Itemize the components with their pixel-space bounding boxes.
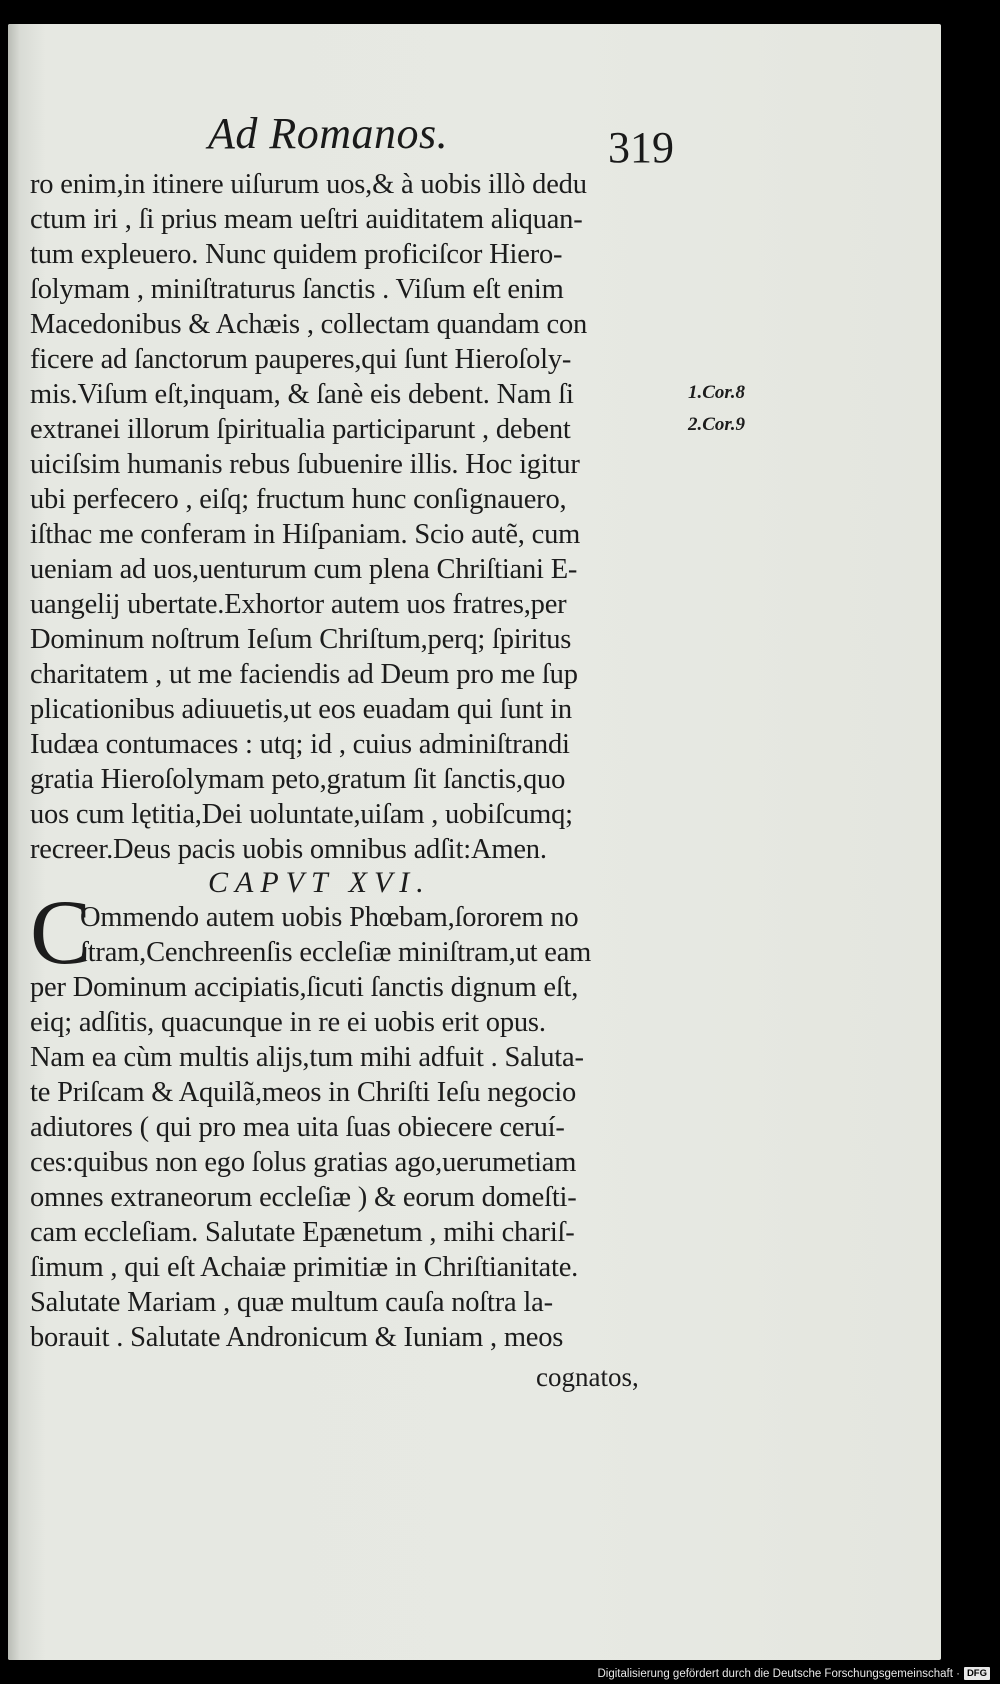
- text-line: Nam ea cùm multis alijs,tum mihi adfuit . Saluta-: [30, 1042, 584, 1073]
- text-line: mis.Viſum eſt,inquam, & ſanè eis debent. Nam ſi: [30, 379, 574, 410]
- text-line: ſtram,Cenchreenſis eccleſiæ miniſtram,ut eam: [80, 937, 592, 968]
- text-line: iſthac me conferam in Hiſpaniam. Scio autẽ, cum: [30, 519, 581, 550]
- text-line: charitatem , ut me faciendis ad Deum pro me ſup: [30, 659, 578, 690]
- footer-credit: [598, 1667, 991, 1680]
- text-line: ueniam ad uos,uenturum cum plena Chriſtiani E-: [30, 554, 578, 585]
- running-title: Ad Romanos.: [208, 109, 449, 158]
- text-line: Ommendo autem uobis Phœbam,ſororem no: [80, 902, 579, 933]
- text-line: Dominum noſtrum Ieſum Chriſtum,perq; ſpiritus: [30, 624, 572, 655]
- catchword: cognatos,: [536, 1362, 639, 1392]
- text-line: eiq; adſitis, quacunque in re ei uobis erit opus.: [30, 1007, 546, 1038]
- marginal-note: 1.Cor.8: [688, 382, 746, 403]
- text-line: gratia Hieroſolymam peto,gratum ſit ſanctis,quo: [30, 764, 566, 795]
- text-line: ro enim,in itinere uiſurum uos,& à uobis illò dedu: [30, 169, 587, 200]
- drop-capital: C: [30, 881, 92, 983]
- text-line: Macedonibus & Achæis , collectam quandam con: [30, 309, 588, 340]
- chapter-heading: CAPVT XVI.: [208, 866, 431, 899]
- text-line: ctum iri , ſi prius meam ueſtri auiditatem aliquan-: [30, 204, 583, 235]
- text-line: ubi perfecero , eiſq; fructum hunc conſignauero,: [30, 484, 567, 515]
- text-line: uiciſsim humanis rebus ſubuenire illis. Hoc igitur: [30, 449, 580, 480]
- marginal-note: 2.Cor.9: [688, 414, 746, 435]
- text-line: extranei illorum ſpiritualia participarunt , debent: [30, 414, 571, 445]
- text-line: cam eccleſiam. Salutate Epænetum , mihi chariſ-: [30, 1217, 575, 1248]
- text-line: Iudæa contumaces : utq; id , cuius adminiſtrandi: [30, 729, 570, 760]
- text-line: plicationibus adiuuetis,ut eos euadam qui ſunt in: [30, 694, 572, 725]
- book-page: [8, 24, 941, 1660]
- text-line: ficere ad ſanctorum pauperes,qui ſunt Hieroſoly-: [30, 344, 572, 375]
- text-line: recreer.Deus pacis uobis omnibus adſit:Amen.: [30, 834, 547, 865]
- text-line: uangelij ubertate.Exhortor autem uos fratres,per: [30, 589, 567, 620]
- dfg-logo-icon: DFG: [964, 1667, 990, 1680]
- footer-text: Digitalisierung gefördert durch die Deutsche Forschungsgemeinschaft ·: [597, 1667, 960, 1680]
- text-line: uos cum lętitia,Dei uoluntate,uiſam , uobiſcumq;: [30, 799, 573, 830]
- text-line: ces:quibus non ego ſolus gratias ago,uerumetiam: [30, 1147, 577, 1178]
- text-line: te Priſcam & Aquilã,meos in Chriſti Ieſu negocio: [30, 1077, 577, 1108]
- text-line: omnes extraneorum eccleſiæ ) & eorum domeſti-: [30, 1182, 577, 1213]
- text-line: ſimum , qui eſt Achaiæ primitiæ in Chriſtianitate.: [30, 1252, 579, 1283]
- text-line: Salutate Mariam , quæ multum cauſa noſtra la-: [30, 1287, 553, 1318]
- text-line: ſolymam , miniſtraturus ſanctis . Viſum eſt enim: [30, 274, 564, 305]
- text-line: tum expleuero. Nunc quidem proficiſcor Hiero-: [30, 239, 563, 270]
- text-line: per Dominum accipiatis,ſicuti ſanctis dignum eſt,: [30, 972, 579, 1003]
- text-line: adiutores ( qui pro mea uita ſuas obiecere ceruí-: [30, 1112, 565, 1143]
- page-number: 319: [608, 123, 674, 172]
- text-line: borauit . Salutate Andronicum & Iuniam , meos: [30, 1322, 564, 1353]
